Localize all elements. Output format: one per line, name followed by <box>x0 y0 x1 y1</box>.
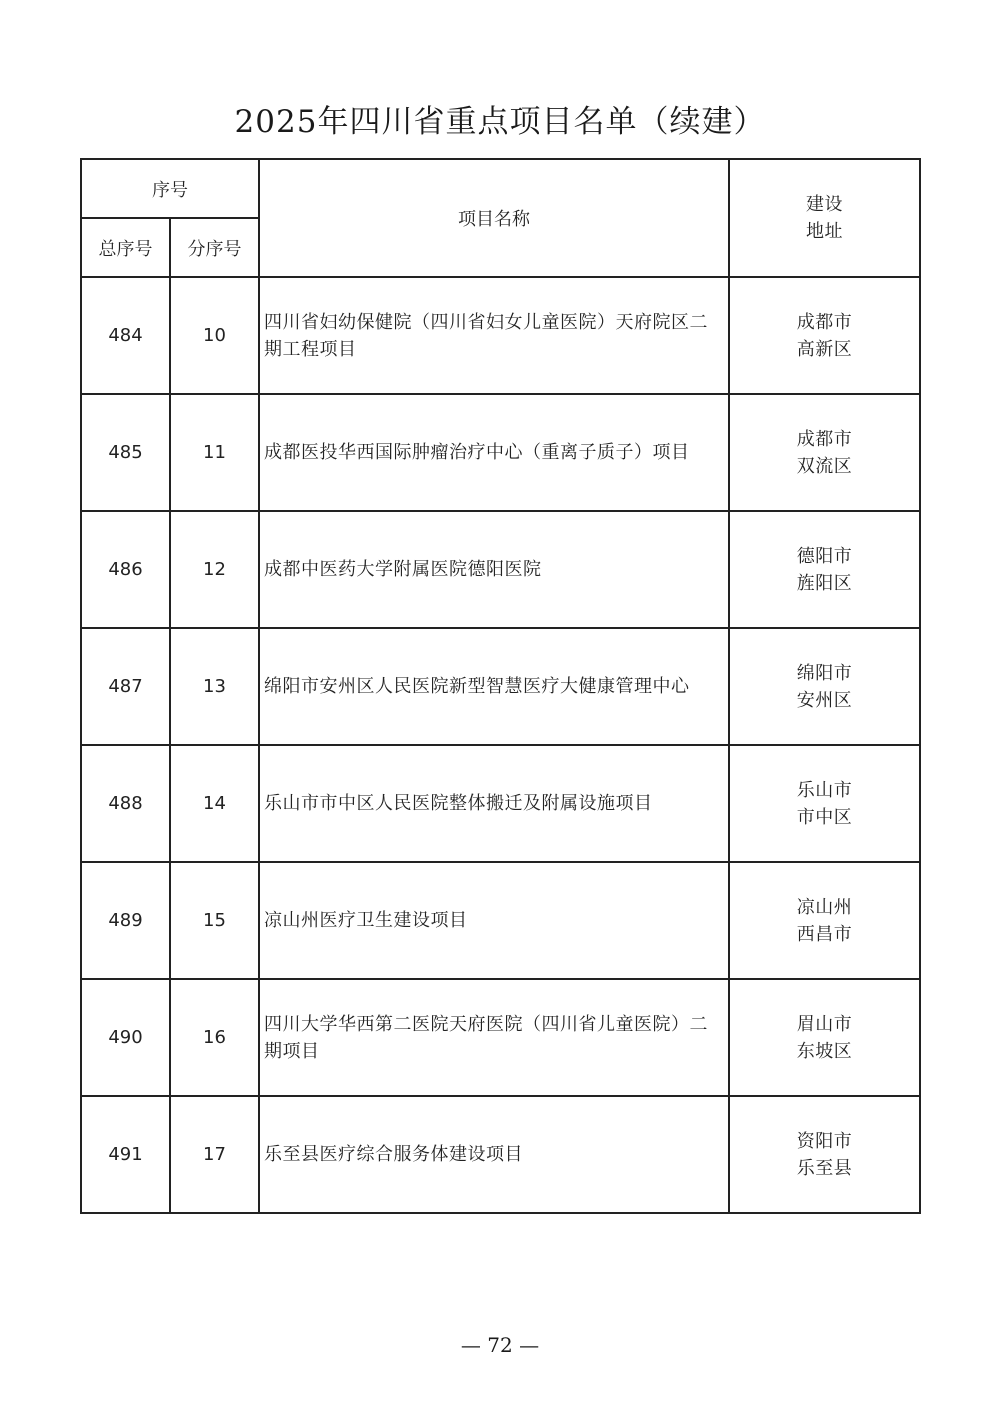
location-cell <box>729 745 920 862</box>
location-cell <box>729 862 920 979</box>
location-city: 乐山市 <box>796 779 853 801</box>
total-seq-cell: 489 <box>81 862 170 979</box>
location-city: 绵阳市 <box>796 662 853 684</box>
sub-seq-cell: 16 <box>170 979 259 1096</box>
header-row-1 <box>81 159 920 218</box>
sub-seq-cell: 14 <box>170 745 259 862</box>
location-cell <box>729 628 920 745</box>
project-name-cell: 四川省妇幼保健院（四川省妇女儿童医院）天府院区二期工程项目 <box>259 277 729 394</box>
table-row <box>81 394 920 511</box>
location-city: 凉山州 <box>796 896 853 918</box>
total-seq-cell: 486 <box>81 511 170 628</box>
total-seq-cell: 484 <box>81 277 170 394</box>
sub-seq-cell: 13 <box>170 628 259 745</box>
table-row <box>81 979 920 1096</box>
location-district: 高新区 <box>796 338 853 360</box>
location-city: 资阳市 <box>796 1130 853 1152</box>
total-seq-cell: 488 <box>81 745 170 862</box>
table-row <box>81 862 920 979</box>
sub-seq-cell: 10 <box>170 277 259 394</box>
table-row <box>81 1096 920 1213</box>
page-number: — 72 — <box>460 1333 540 1357</box>
table-row <box>81 745 920 862</box>
project-name-cell: 绵阳市安州区人民医院新型智慧医疗大健康管理中心 <box>259 628 729 745</box>
project-name-cell: 四川大学华西第二医院天府医院（四川省儿童医院）二期项目 <box>259 979 729 1096</box>
location-city: 成都市 <box>796 311 853 333</box>
location-district: 东坡区 <box>796 1040 853 1062</box>
location-cell <box>729 511 920 628</box>
header-sub-seq: 分序号 <box>170 218 259 277</box>
header-project-name: 项目名称 <box>259 159 729 277</box>
header-seq-group: 序号 <box>81 159 259 218</box>
location-district: 乐至县 <box>796 1157 853 1179</box>
project-name-cell: 凉山州医疗卫生建设项目 <box>259 862 729 979</box>
location-district: 市中区 <box>796 806 853 828</box>
sub-seq-cell: 12 <box>170 511 259 628</box>
sub-seq-cell: 11 <box>170 394 259 511</box>
project-table <box>80 158 921 1214</box>
location-city: 眉山市 <box>796 1013 853 1035</box>
header-total-seq: 总序号 <box>81 218 170 277</box>
total-seq-cell: 490 <box>81 979 170 1096</box>
location-district: 旌阳区 <box>796 572 853 594</box>
header-location-line1: 建设 <box>806 194 843 215</box>
project-name-cell: 乐山市市中区人民医院整体搬迁及附属设施项目 <box>259 745 729 862</box>
location-district: 西昌市 <box>796 923 853 945</box>
table-row <box>81 628 920 745</box>
location-district: 双流区 <box>796 455 853 477</box>
location-city: 德阳市 <box>796 545 853 567</box>
header-location <box>729 159 920 277</box>
total-seq-cell: 491 <box>81 1096 170 1213</box>
table-row <box>81 277 920 394</box>
project-name-cell: 成都医投华西国际肿瘤治疗中心（重离子质子）项目 <box>259 394 729 511</box>
page-title: 2025年四川省重点项目名单（续建） <box>234 104 766 140</box>
sub-seq-cell: 15 <box>170 862 259 979</box>
location-cell <box>729 979 920 1096</box>
location-city: 成都市 <box>796 428 853 450</box>
table-row <box>81 511 920 628</box>
location-cell <box>729 277 920 394</box>
location-cell <box>729 394 920 511</box>
location-cell <box>729 1096 920 1213</box>
location-district: 安州区 <box>796 689 853 711</box>
sub-seq-cell: 17 <box>170 1096 259 1213</box>
project-name-cell: 成都中医药大学附属医院德阳医院 <box>259 511 729 628</box>
total-seq-cell: 487 <box>81 628 170 745</box>
project-name-cell: 乐至县医疗综合服务体建设项目 <box>259 1096 729 1213</box>
total-seq-cell: 485 <box>81 394 170 511</box>
header-location-line2: 地址 <box>806 221 843 242</box>
